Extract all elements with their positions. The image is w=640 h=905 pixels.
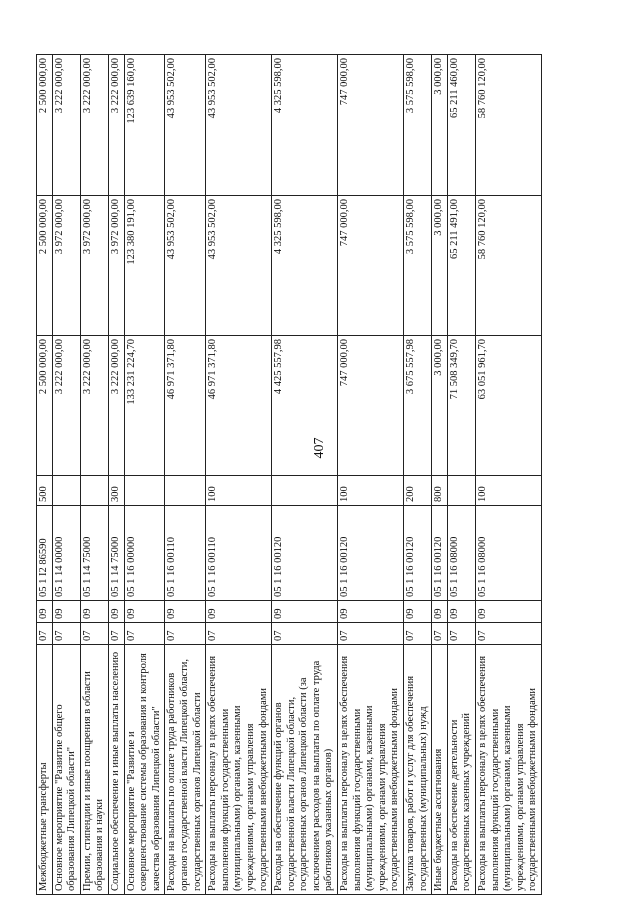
row-expense-type-cell <box>124 476 165 506</box>
row-target-article-cell: 05 1 16 00120 <box>404 506 432 601</box>
row-expense-type-cell: 100 <box>206 476 272 506</box>
row-name-cell: Основное мероприятие "Развитие общего образования Липецкой области" <box>52 645 80 895</box>
row-subsection-cell: 09 <box>165 601 206 623</box>
row-expense-type-cell: 300 <box>108 476 124 506</box>
table-row <box>338 55 404 895</box>
row-target-article-cell: 05 1 14 00000 <box>52 506 80 601</box>
row-expense-type-cell: 500 <box>37 476 53 506</box>
row-amount-year1-cell: 4 425 557,98 <box>272 336 338 476</box>
table-row <box>404 55 432 895</box>
row-target-article-cell: 05 1 16 00120 <box>338 506 404 601</box>
row-subsection-cell: 09 <box>124 601 165 623</box>
row-section-cell: 07 <box>124 623 165 645</box>
row-name-cell: Расходы на выплаты по оплате труда работников органов государственной власти Липецкой области, государственных органов Липецкой области <box>165 645 206 895</box>
row-subsection-cell: 09 <box>108 601 124 623</box>
row-amount-year2-cell: 43 953 502,00 <box>206 196 272 336</box>
row-amount-year3-cell: 43 953 502,00 <box>165 55 206 196</box>
row-amount-year2-cell: 3 000,00 <box>432 196 448 336</box>
row-expense-type-cell <box>447 476 475 506</box>
row-subsection-cell: 09 <box>52 601 80 623</box>
row-amount-year1-cell: 3 222 000,00 <box>108 336 124 476</box>
table-row <box>80 55 108 895</box>
row-expense-type-cell: 200 <box>404 476 432 506</box>
row-amount-year3-cell: 43 953 502,00 <box>206 55 272 196</box>
row-amount-year1-cell: 46 971 371,80 <box>206 336 272 476</box>
row-section-cell: 07 <box>476 623 542 645</box>
table-row <box>165 55 206 895</box>
table-row <box>447 55 475 895</box>
row-amount-year2-cell: 747 000,00 <box>338 196 404 336</box>
row-section-cell: 07 <box>52 623 80 645</box>
row-section-cell: 07 <box>272 623 338 645</box>
row-section-cell: 07 <box>37 623 53 645</box>
page-number: 407 <box>312 437 327 459</box>
row-subsection-cell: 09 <box>476 601 542 623</box>
row-amount-year3-cell: 3 000,00 <box>432 55 448 196</box>
row-target-article-cell: 05 1 14 75000 <box>80 506 108 601</box>
row-amount-year2-cell: 3 972 000,00 <box>52 196 80 336</box>
row-name-cell: Основное мероприятие "Развитие и совершенствование системы образования и контроля качества образования Липецкой области" <box>124 645 165 895</box>
row-amount-year3-cell: 123 639 160,00 <box>124 55 165 196</box>
row-amount-year2-cell: 43 953 502,00 <box>165 196 206 336</box>
table-row <box>272 55 338 895</box>
row-subsection-cell: 09 <box>206 601 272 623</box>
row-amount-year3-cell: 3 575 598,00 <box>404 55 432 196</box>
row-section-cell: 07 <box>80 623 108 645</box>
table-row <box>37 55 53 895</box>
row-amount-year2-cell: 123 380 191,00 <box>124 196 165 336</box>
table-row <box>108 55 124 895</box>
row-subsection-cell: 09 <box>272 601 338 623</box>
row-expense-type-cell <box>80 476 108 506</box>
row-amount-year3-cell: 3 222 000,00 <box>80 55 108 196</box>
row-amount-year3-cell: 58 760 120,00 <box>476 55 542 196</box>
table-row <box>432 55 448 895</box>
row-subsection-cell: 09 <box>80 601 108 623</box>
row-amount-year2-cell: 65 211 491,00 <box>447 196 475 336</box>
row-name-cell: Расходы на обеспечение функций органов государственной власти Липецкой области, государственных органов Липецкой области (за исключением расходов на выплаты по оплате труда работников указанных органов) <box>272 645 338 895</box>
row-subsection-cell: 09 <box>338 601 404 623</box>
row-expense-type-cell <box>52 476 80 506</box>
row-name-cell: Расходы на выплаты персоналу в целях обеспечения выполнения функций государственными (муниципальными) органами, казенными учреждениями, органами управления государственными внебюджетными фондами <box>206 645 272 895</box>
row-amount-year2-cell: 58 760 120,00 <box>476 196 542 336</box>
row-target-article-cell: 05 1 16 00120 <box>432 506 448 601</box>
row-name-cell: Закупка товаров, работ и услуг для обеспечения государственных (муниципальных) нужд <box>404 645 432 895</box>
row-amount-year3-cell: 2 500 000,00 <box>37 55 53 196</box>
budget-table <box>36 54 542 895</box>
row-name-cell: Премии, стипендии и иные поощрения в области образования и науки <box>80 645 108 895</box>
row-name-cell: Иные бюджетные ассигнования <box>432 645 448 895</box>
row-amount-year1-cell: 71 508 349,70 <box>447 336 475 476</box>
row-section-cell: 07 <box>165 623 206 645</box>
row-amount-year3-cell: 3 222 000,00 <box>108 55 124 196</box>
row-amount-year1-cell: 46 971 371,80 <box>165 336 206 476</box>
row-expense-type-cell <box>165 476 206 506</box>
table-row <box>476 55 542 895</box>
row-target-article-cell: 05 1 I2 86590 <box>37 506 53 601</box>
row-section-cell: 07 <box>432 623 448 645</box>
row-section-cell: 07 <box>108 623 124 645</box>
row-amount-year2-cell: 3 575 598,00 <box>404 196 432 336</box>
row-amount-year1-cell: 2 500 000,00 <box>37 336 53 476</box>
row-subsection-cell: 09 <box>404 601 432 623</box>
row-target-article-cell: 05 1 16 00000 <box>124 506 165 601</box>
row-name-cell: Расходы на выплаты персоналу в целях обеспечения выполнения функций государственными (муниципальными) органами, казенными учреждениями, органами управления государственными внебюджетными фондами <box>338 645 404 895</box>
row-amount-year1-cell: 63 051 961,70 <box>476 336 542 476</box>
row-amount-year2-cell: 4 325 598,00 <box>272 196 338 336</box>
row-expense-type-cell: 100 <box>338 476 404 506</box>
row-amount-year1-cell: 133 231 224,70 <box>124 336 165 476</box>
row-target-article-cell: 05 1 16 08000 <box>447 506 475 601</box>
row-amount-year3-cell: 4 325 598,00 <box>272 55 338 196</box>
row-section-cell: 07 <box>447 623 475 645</box>
row-amount-year1-cell: 3 000,00 <box>432 336 448 476</box>
row-amount-year3-cell: 3 222 000,00 <box>52 55 80 196</box>
row-section-cell: 07 <box>206 623 272 645</box>
row-expense-type-cell <box>272 476 338 506</box>
row-subsection-cell: 09 <box>432 601 448 623</box>
row-target-article-cell: 05 1 16 00110 <box>206 506 272 601</box>
row-expense-type-cell: 800 <box>432 476 448 506</box>
row-target-article-cell: 05 1 16 00120 <box>272 506 338 601</box>
row-amount-year3-cell: 747 000,00 <box>338 55 404 196</box>
row-target-article-cell: 05 1 16 08000 <box>476 506 542 601</box>
row-amount-year2-cell: 3 972 000,00 <box>108 196 124 336</box>
row-subsection-cell: 09 <box>37 601 53 623</box>
budget-table-wrapper <box>36 55 558 895</box>
row-target-article-cell: 05 1 16 00110 <box>165 506 206 601</box>
table-row <box>206 55 272 895</box>
row-name-cell: Межбюджетные трансферты <box>37 645 53 895</box>
row-amount-year1-cell: 3 222 000,00 <box>80 336 108 476</box>
row-expense-type-cell: 100 <box>476 476 542 506</box>
budget-table-body <box>37 55 542 895</box>
row-amount-year1-cell: 3 222 000,00 <box>52 336 80 476</box>
row-name-cell: Расходы на обеспечение деятельности государственных казенных учреждений <box>447 645 475 895</box>
row-name-cell: Расходы на выплаты персоналу в целях обеспечения выполнения функций государственными (муниципальными) органами, казенными учреждениями, органами управления государственными внебюджетными фондами <box>476 645 542 895</box>
row-section-cell: 07 <box>338 623 404 645</box>
row-subsection-cell: 09 <box>447 601 475 623</box>
row-target-article-cell: 05 1 14 75000 <box>108 506 124 601</box>
row-amount-year1-cell: 747 000,00 <box>338 336 404 476</box>
row-section-cell: 07 <box>404 623 432 645</box>
row-amount-year2-cell: 2 500 000,00 <box>37 196 53 336</box>
row-name-cell: Социальное обеспечение и иные выплаты населению <box>108 645 124 895</box>
table-row <box>124 55 165 895</box>
row-amount-year1-cell: 3 675 557,98 <box>404 336 432 476</box>
table-row <box>52 55 80 895</box>
row-amount-year2-cell: 3 972 000,00 <box>80 196 108 336</box>
row-amount-year3-cell: 65 211 460,00 <box>447 55 475 196</box>
